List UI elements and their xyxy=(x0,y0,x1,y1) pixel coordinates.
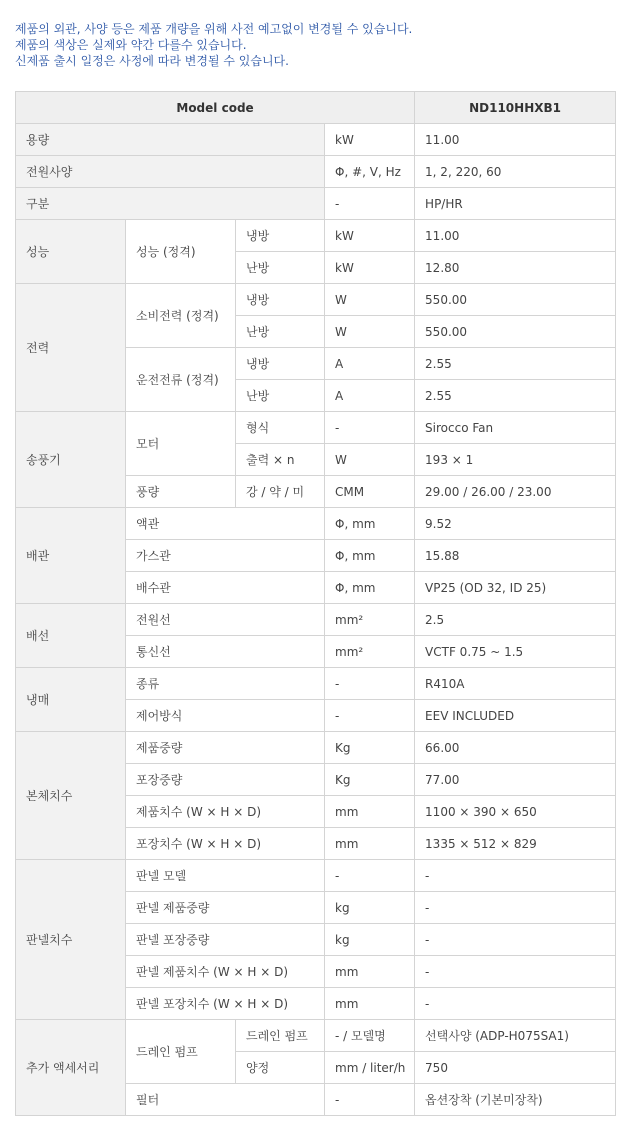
row-unit: W xyxy=(325,316,415,348)
spec-table xyxy=(15,91,616,1116)
row-value: 1100 × 390 × 650 xyxy=(415,796,616,828)
row-label: 제품중량 xyxy=(126,732,325,764)
row-unit: mm xyxy=(325,988,415,1020)
group-label: 송풍기 xyxy=(16,412,126,508)
row-label: 통신선 xyxy=(126,636,325,668)
row-value: 11.00 xyxy=(415,220,616,252)
row-label: 종류 xyxy=(126,668,325,700)
row-label: 냉방 xyxy=(236,348,325,380)
row-unit: kW xyxy=(325,124,415,156)
group-label: 배관 xyxy=(16,508,126,604)
row-label: 배수관 xyxy=(126,572,325,604)
notice-item: 제품의 외관, 사양 등은 제품 개량을 위해 사전 예고없이 변경될 수 있습니다. xyxy=(15,22,413,36)
row-unit: A xyxy=(325,380,415,412)
subgroup-label: 드레인 펌프 xyxy=(126,1020,236,1084)
table-row xyxy=(16,412,616,444)
table-row xyxy=(16,284,616,316)
row-label: 제어방식 xyxy=(126,700,325,732)
row-label: 액관 xyxy=(126,508,325,540)
model-code-label: Model code xyxy=(16,92,415,124)
table-row xyxy=(16,732,616,764)
row-label: 형식 xyxy=(236,412,325,444)
row-label: 드레인 펌프 xyxy=(236,1020,325,1052)
subgroup-label: 소비전력 (정격) xyxy=(126,284,236,348)
row-value: 선택사양 (ADP-H075SA1) xyxy=(415,1020,616,1052)
row-unit: mm xyxy=(325,956,415,988)
row-value: EEV INCLUDED xyxy=(415,700,616,732)
row-value: 2.55 xyxy=(415,380,616,412)
row-value: 옵션장착 (기본미장착) xyxy=(415,1084,616,1116)
subgroup-label: 운전전류 (정격) xyxy=(126,348,236,412)
row-value: 193 × 1 xyxy=(415,444,616,476)
row-unit: mm² xyxy=(325,636,415,668)
row-label: 포장중량 xyxy=(126,764,325,796)
table-row xyxy=(16,1020,616,1052)
row-unit: kW xyxy=(325,220,415,252)
row-unit: - xyxy=(325,860,415,892)
row-value: 1335 × 512 × 829 xyxy=(415,828,616,860)
row-value: 550.00 xyxy=(415,316,616,348)
table-row xyxy=(16,860,616,892)
row-unit: - xyxy=(325,188,415,220)
row-unit: kg xyxy=(325,924,415,956)
table-row xyxy=(16,124,616,156)
row-label: 판넬 제품치수 (W × H × D) xyxy=(126,956,325,988)
row-label: 판넬 포장중량 xyxy=(126,924,325,956)
row-unit: - xyxy=(325,668,415,700)
group-label: 본체치수 xyxy=(16,732,126,860)
row-unit: A xyxy=(325,348,415,380)
row-value: 9.52 xyxy=(415,508,616,540)
row-value: HP/HR xyxy=(415,188,616,220)
row-unit: Φ, mm xyxy=(325,572,415,604)
row-value: - xyxy=(415,988,616,1020)
notice-item: 제품의 색상은 실제와 약간 다를수 있습니다. xyxy=(15,38,247,52)
row-label: 구분 xyxy=(16,188,325,220)
row-value: VCTF 0.75 ~ 1.5 xyxy=(415,636,616,668)
row-unit: mm² xyxy=(325,604,415,636)
row-label: 판넬 포장치수 (W × H × D) xyxy=(126,988,325,1020)
row-unit: Φ, mm xyxy=(325,508,415,540)
row-unit: Kg xyxy=(325,764,415,796)
row-value: VP25 (OD 32, ID 25) xyxy=(415,572,616,604)
row-unit: kW xyxy=(325,252,415,284)
row-label: 냉방 xyxy=(236,284,325,316)
row-unit: mm xyxy=(325,828,415,860)
row-value: 1, 2, 220, 60 xyxy=(415,156,616,188)
row-value: - xyxy=(415,860,616,892)
row-value: 2.55 xyxy=(415,348,616,380)
table-row xyxy=(16,188,616,220)
group-label: 전력 xyxy=(16,284,126,412)
group-label: 판넬치수 xyxy=(16,860,126,1020)
row-unit: Φ, mm xyxy=(325,540,415,572)
row-value: 12.80 xyxy=(415,252,616,284)
row-label: 강 / 약 / 미 xyxy=(236,476,325,508)
row-value: 750 xyxy=(415,1052,616,1084)
row-label: 양정 xyxy=(236,1052,325,1084)
row-label: 출력 × n xyxy=(236,444,325,476)
row-label: 난방 xyxy=(236,380,325,412)
group-label: 성능 xyxy=(16,220,126,284)
group-label: 냉매 xyxy=(16,668,126,732)
row-label: 가스관 xyxy=(126,540,325,572)
row-value: 2.5 xyxy=(415,604,616,636)
row-value: 11.00 xyxy=(415,124,616,156)
row-label: 제품치수 (W × H × D) xyxy=(126,796,325,828)
row-value: R410A xyxy=(415,668,616,700)
model-name: ND110HHXB1 xyxy=(415,92,616,124)
row-unit: mm / liter/h xyxy=(325,1052,415,1084)
row-unit: mm xyxy=(325,796,415,828)
row-label: 포장치수 (W × H × D) xyxy=(126,828,325,860)
row-unit: - xyxy=(325,700,415,732)
row-label: 전원사양 xyxy=(16,156,325,188)
row-unit: Φ, #, V, Hz xyxy=(325,156,415,188)
row-value: 15.88 xyxy=(415,540,616,572)
row-label: 난방 xyxy=(236,252,325,284)
table-row xyxy=(16,508,616,540)
row-unit: W xyxy=(325,444,415,476)
row-value: 29.00 / 26.00 / 23.00 xyxy=(415,476,616,508)
row-unit: - / 모델명 xyxy=(325,1020,415,1052)
subgroup-label: 성능 (정격) xyxy=(126,220,236,284)
row-label: 전원선 xyxy=(126,604,325,636)
row-value: - xyxy=(415,956,616,988)
row-value: Sirocco Fan xyxy=(415,412,616,444)
row-label: 용량 xyxy=(16,124,325,156)
row-unit: kg xyxy=(325,892,415,924)
notice-item: 신제품 출시 일정은 사정에 따라 변경될 수 있습니다. xyxy=(15,54,289,68)
row-unit: W xyxy=(325,284,415,316)
notice-list xyxy=(15,21,615,69)
group-label: 배선 xyxy=(16,604,126,668)
table-row xyxy=(16,156,616,188)
row-label: 필터 xyxy=(126,1084,325,1116)
row-label: 난방 xyxy=(236,316,325,348)
table-row xyxy=(16,604,616,636)
subgroup-label: 풍량 xyxy=(126,476,236,508)
table-row xyxy=(16,220,616,252)
row-value: 77.00 xyxy=(415,764,616,796)
row-label: 판넬 제품중량 xyxy=(126,892,325,924)
row-unit: Kg xyxy=(325,732,415,764)
subgroup-label: 모터 xyxy=(126,412,236,476)
row-value: - xyxy=(415,924,616,956)
group-label: 추가 액세서리 xyxy=(16,1020,126,1116)
table-header-row xyxy=(16,92,616,124)
row-label: 판넬 모델 xyxy=(126,860,325,892)
row-value: 550.00 xyxy=(415,284,616,316)
row-label: 냉방 xyxy=(236,220,325,252)
row-value: 66.00 xyxy=(415,732,616,764)
table-row xyxy=(16,668,616,700)
row-unit: - xyxy=(325,1084,415,1116)
row-unit: - xyxy=(325,412,415,444)
row-unit: CMM xyxy=(325,476,415,508)
row-value: - xyxy=(415,892,616,924)
